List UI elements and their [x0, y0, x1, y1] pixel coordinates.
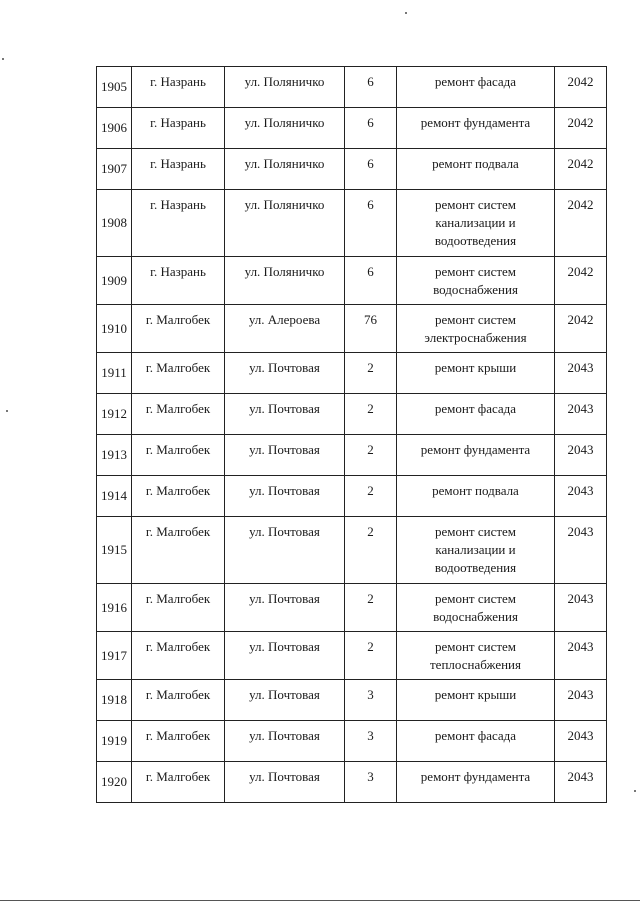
year-cell: 2043 — [555, 584, 607, 632]
city-cell: г. Малгобек — [132, 721, 225, 762]
table-body — [97, 67, 607, 803]
year-cell: 2043 — [555, 476, 607, 517]
work-type-cell: ремонт систем теплоснабжения — [397, 632, 555, 680]
row-number-cell: 1906 — [97, 108, 132, 149]
street-cell: ул. Почтовая — [225, 762, 345, 803]
work-type-cell: ремонт систем канализации и водоотведения — [397, 190, 555, 257]
work-type-cell: ремонт фундамента — [397, 435, 555, 476]
city-cell: г. Назрань — [132, 108, 225, 149]
row-number-cell: 1920 — [97, 762, 132, 803]
work-type-cell: ремонт фасада — [397, 67, 555, 108]
table-row — [97, 257, 607, 305]
house-number-cell: 3 — [345, 680, 397, 721]
row-number-cell: 1908 — [97, 190, 132, 257]
year-cell: 2043 — [555, 394, 607, 435]
year-cell: 2043 — [555, 680, 607, 721]
house-number-cell: 3 — [345, 721, 397, 762]
city-cell: г. Назрань — [132, 67, 225, 108]
street-cell: ул. Почтовая — [225, 721, 345, 762]
row-number-cell: 1915 — [97, 517, 132, 584]
year-cell: 2042 — [555, 149, 607, 190]
city-cell: г. Малгобек — [132, 762, 225, 803]
row-number-cell: 1905 — [97, 67, 132, 108]
street-cell: ул. Почтовая — [225, 584, 345, 632]
street-cell: ул. Почтовая — [225, 517, 345, 584]
street-cell: ул. Почтовая — [225, 353, 345, 394]
work-type-cell: ремонт фасада — [397, 394, 555, 435]
scan-speck — [405, 12, 407, 14]
table-row — [97, 67, 607, 108]
year-cell: 2042 — [555, 67, 607, 108]
row-number-cell: 1914 — [97, 476, 132, 517]
work-type-cell: ремонт систем водоснабжения — [397, 257, 555, 305]
table-row — [97, 305, 607, 353]
row-number-cell: 1909 — [97, 257, 132, 305]
city-cell: г. Малгобек — [132, 680, 225, 721]
year-cell: 2042 — [555, 190, 607, 257]
city-cell: г. Малгобек — [132, 305, 225, 353]
work-type-cell: ремонт фасада — [397, 721, 555, 762]
table-row — [97, 762, 607, 803]
house-number-cell: 6 — [345, 257, 397, 305]
house-number-cell: 2 — [345, 353, 397, 394]
street-cell: ул. Поляничко — [225, 190, 345, 257]
year-cell: 2042 — [555, 257, 607, 305]
street-cell: ул. Поляничко — [225, 108, 345, 149]
work-type-cell: ремонт крыши — [397, 353, 555, 394]
table-row — [97, 353, 607, 394]
city-cell: г. Назрань — [132, 257, 225, 305]
city-cell: г. Малгобек — [132, 584, 225, 632]
table-row — [97, 108, 607, 149]
street-cell: ул. Почтовая — [225, 632, 345, 680]
table-row — [97, 435, 607, 476]
work-type-cell: ремонт подвала — [397, 149, 555, 190]
house-number-cell: 6 — [345, 149, 397, 190]
table-row — [97, 149, 607, 190]
year-cell: 2043 — [555, 762, 607, 803]
street-cell: ул. Поляничко — [225, 257, 345, 305]
city-cell: г. Малгобек — [132, 517, 225, 584]
house-number-cell: 2 — [345, 584, 397, 632]
table-row — [97, 680, 607, 721]
row-number-cell: 1912 — [97, 394, 132, 435]
row-number-cell: 1918 — [97, 680, 132, 721]
city-cell: г. Назрань — [132, 190, 225, 257]
page-bottom-edge — [0, 900, 640, 901]
table-row — [97, 721, 607, 762]
street-cell: ул. Почтовая — [225, 394, 345, 435]
table-row — [97, 632, 607, 680]
scan-speck — [634, 790, 636, 792]
table-row — [97, 190, 607, 257]
works-table — [96, 66, 607, 803]
row-number-cell: 1916 — [97, 584, 132, 632]
work-type-cell: ремонт крыши — [397, 680, 555, 721]
year-cell: 2043 — [555, 353, 607, 394]
row-number-cell: 1911 — [97, 353, 132, 394]
house-number-cell: 3 — [345, 762, 397, 803]
table-row — [97, 517, 607, 584]
street-cell: ул. Почтовая — [225, 680, 345, 721]
street-cell: ул. Поляничко — [225, 149, 345, 190]
row-number-cell: 1913 — [97, 435, 132, 476]
house-number-cell: 76 — [345, 305, 397, 353]
work-type-cell: ремонт фундамента — [397, 762, 555, 803]
scan-speck — [6, 410, 8, 412]
house-number-cell: 6 — [345, 67, 397, 108]
work-type-cell: ремонт фундамента — [397, 108, 555, 149]
year-cell: 2043 — [555, 517, 607, 584]
street-cell: ул. Почтовая — [225, 435, 345, 476]
work-type-cell: ремонт систем канализации и водоотведения — [397, 517, 555, 584]
house-number-cell: 2 — [345, 435, 397, 476]
house-number-cell: 6 — [345, 108, 397, 149]
city-cell: г. Малгобек — [132, 353, 225, 394]
street-cell: ул. Алероева — [225, 305, 345, 353]
year-cell: 2043 — [555, 435, 607, 476]
house-number-cell: 2 — [345, 632, 397, 680]
city-cell: г. Малгобек — [132, 394, 225, 435]
scan-speck — [2, 58, 4, 60]
city-cell: г. Малгобек — [132, 435, 225, 476]
table-row — [97, 476, 607, 517]
city-cell: г. Малгобек — [132, 632, 225, 680]
row-number-cell: 1919 — [97, 721, 132, 762]
year-cell: 2043 — [555, 721, 607, 762]
street-cell: ул. Поляничко — [225, 67, 345, 108]
work-type-cell: ремонт подвала — [397, 476, 555, 517]
row-number-cell: 1910 — [97, 305, 132, 353]
row-number-cell: 1907 — [97, 149, 132, 190]
table-row — [97, 584, 607, 632]
house-number-cell: 6 — [345, 190, 397, 257]
house-number-cell: 2 — [345, 476, 397, 517]
table-row — [97, 394, 607, 435]
house-number-cell: 2 — [345, 517, 397, 584]
city-cell: г. Назрань — [132, 149, 225, 190]
row-number-cell: 1917 — [97, 632, 132, 680]
house-number-cell: 2 — [345, 394, 397, 435]
city-cell: г. Малгобек — [132, 476, 225, 517]
year-cell: 2042 — [555, 305, 607, 353]
street-cell: ул. Почтовая — [225, 476, 345, 517]
work-type-cell: ремонт систем электроснабжения — [397, 305, 555, 353]
year-cell: 2043 — [555, 632, 607, 680]
year-cell: 2042 — [555, 108, 607, 149]
work-type-cell: ремонт систем водоснабжения — [397, 584, 555, 632]
